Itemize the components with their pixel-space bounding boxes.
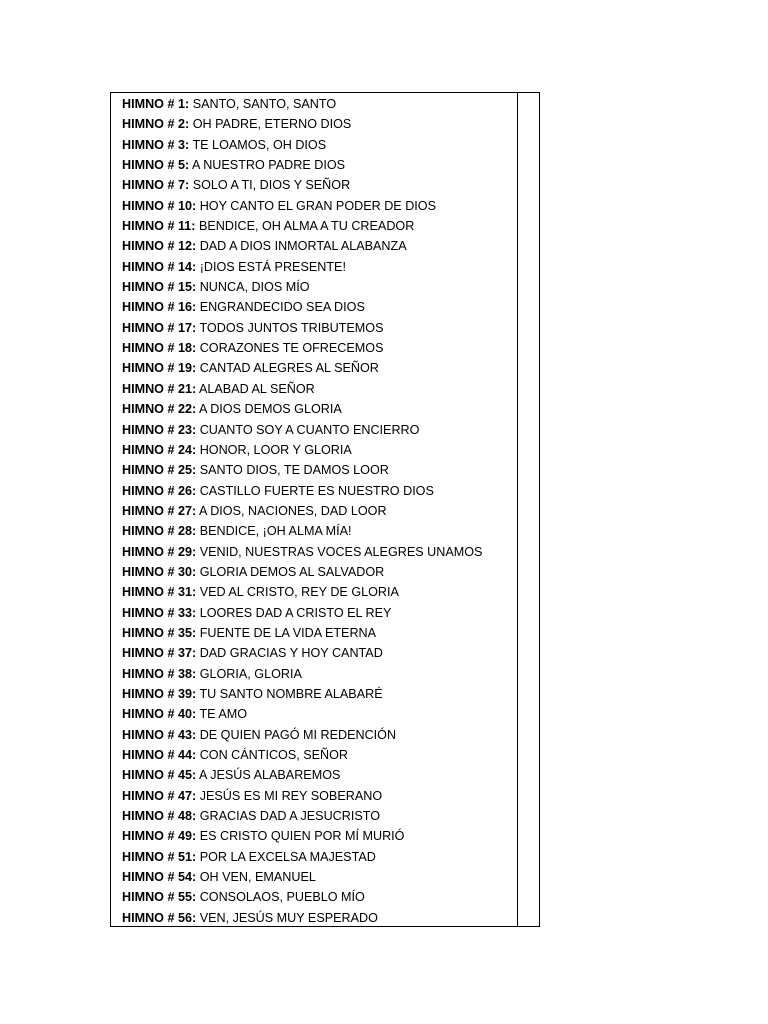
hymn-number: HIMNO # 45: xyxy=(122,768,197,783)
hymn-row xyxy=(122,725,514,745)
hymn-title: SANTO DIOS, TE DAMOS LOOR xyxy=(199,463,389,478)
hymn-row xyxy=(122,867,514,887)
hymn-title: NUNCA, DIOS MÍO xyxy=(199,280,310,295)
hymn-row xyxy=(122,643,514,663)
hymn-number: HIMNO # 10: xyxy=(122,198,197,213)
hymn-title: VEN, JESÚS MUY ESPERADO xyxy=(199,910,378,925)
hymn-row xyxy=(122,501,514,521)
hymn-title: TODOS JUNTOS TRIBUTEMOS xyxy=(199,320,384,335)
hymn-number: HIMNO # 23: xyxy=(122,422,197,437)
hymn-title: FUENTE DE LA VIDA ETERNA xyxy=(199,625,377,640)
hymn-row xyxy=(122,887,514,907)
hymn-title: HONOR, LOOR Y GLORIA xyxy=(199,442,352,457)
hymn-title: LOORES DAD A CRISTO EL REY xyxy=(199,605,392,620)
hymn-number: HIMNO # 17: xyxy=(122,320,197,335)
hymn-title: CONSOLAOS, PUEBLO MÍO xyxy=(199,890,365,905)
hymn-title: A DIOS DEMOS GLORIA xyxy=(199,402,342,417)
hymn-title: GLORIA, GLORIA xyxy=(199,666,302,681)
hymn-title: OH PADRE, ETERNO DIOS xyxy=(192,117,352,132)
hymn-number: HIMNO # 55: xyxy=(122,890,197,905)
hymn-number: HIMNO # 15: xyxy=(122,280,197,295)
hymn-number: HIMNO # 27: xyxy=(122,503,197,518)
hymn-row xyxy=(122,399,514,419)
hymn-title: POR LA EXCELSA MAJESTAD xyxy=(199,849,376,864)
hymn-title: SOLO A TI, DIOS Y SEÑOR xyxy=(192,178,351,193)
hymn-title: ALABAD AL SEÑOR xyxy=(199,381,315,396)
hymn-row xyxy=(122,114,514,134)
hymn-number: HIMNO # 2: xyxy=(122,117,190,132)
hymn-title: DAD A DIOS INMORTAL ALABANZA xyxy=(199,239,407,254)
hymn-number: HIMNO # 44: xyxy=(122,748,197,762)
hymn-number: HIMNO # 37: xyxy=(122,646,197,661)
hymn-row xyxy=(122,318,514,338)
hymn-number: HIMNO # 28: xyxy=(122,524,197,539)
hymn-number: HIMNO # 11: xyxy=(122,219,196,234)
hymn-number: HIMNO # 22: xyxy=(122,402,197,417)
hymn-number: HIMNO # 3: xyxy=(122,137,190,152)
hymn-row xyxy=(122,155,514,175)
hymn-row xyxy=(122,664,514,684)
hymn-title: CUANTO SOY A CUANTO ENCIERRO xyxy=(199,422,420,437)
hymn-title: DE QUIEN PAGÓ MI REDENCIÓN xyxy=(199,727,397,742)
hymn-row xyxy=(122,521,514,541)
hymn-title: TE AMO xyxy=(199,707,248,722)
hymn-title: A NUESTRO PADRE DIOS xyxy=(192,158,346,173)
hymn-row xyxy=(122,338,514,358)
hymn-row xyxy=(122,460,514,480)
hymn-number: HIMNO # 19: xyxy=(122,361,197,376)
hymn-number: HIMNO # 31: xyxy=(122,585,197,600)
hymn-title: HOY CANTO EL GRAN PODER DE DIOS xyxy=(199,198,436,213)
hymn-title: OH VEN, EMANUEL xyxy=(199,870,316,885)
hymn-number: HIMNO # 33: xyxy=(122,605,197,620)
hymn-list xyxy=(122,94,514,928)
hymn-number: HIMNO # 5: xyxy=(122,158,190,173)
hymn-row xyxy=(122,623,514,643)
hymn-number: HIMNO # 26: xyxy=(122,483,197,498)
hymn-title: JESÚS ES MI REY SOBERANO xyxy=(199,788,383,803)
hymn-title: A JESÚS ALABAREMOS xyxy=(199,768,341,783)
hymn-number: HIMNO # 7: xyxy=(122,178,190,193)
hymn-number: HIMNO # 43: xyxy=(122,727,197,742)
hymn-title: CANTAD ALEGRES AL SEÑOR xyxy=(199,361,379,376)
hymn-row xyxy=(122,826,514,846)
hymn-row xyxy=(122,297,514,317)
hymn-title: ¡DIOS ESTÁ PRESENTE! xyxy=(199,259,346,274)
hymn-number: HIMNO # 48: xyxy=(122,809,197,824)
hymn-title: CORAZONES TE OFRECEMOS xyxy=(199,341,384,356)
hymn-row xyxy=(122,745,514,765)
hymn-title: SANTO, SANTO, SANTO xyxy=(192,97,337,111)
hymn-number: HIMNO # 21: xyxy=(122,381,197,396)
hymn-row xyxy=(122,420,514,440)
hymn-row xyxy=(122,379,514,399)
hymn-row xyxy=(122,216,514,236)
hymn-number: HIMNO # 40: xyxy=(122,707,197,722)
hymn-number: HIMNO # 12: xyxy=(122,239,197,254)
hymn-title: VENID, NUESTRAS VOCES ALEGRES UNAMOS xyxy=(199,544,483,559)
hymn-number: HIMNO # 16: xyxy=(122,300,197,315)
hymn-row xyxy=(122,257,514,277)
hymn-number: HIMNO # 38: xyxy=(122,666,197,681)
hymn-number: HIMNO # 49: xyxy=(122,829,197,844)
hymn-row xyxy=(122,765,514,785)
hymn-number: HIMNO # 1: xyxy=(122,97,190,111)
hymn-title: VED AL CRISTO, REY DE GLORIA xyxy=(199,585,399,600)
hymn-row xyxy=(122,806,514,826)
hymn-number: HIMNO # 30: xyxy=(122,564,197,579)
hymn-row xyxy=(122,704,514,724)
hymn-number: HIMNO # 18: xyxy=(122,341,197,356)
column-divider xyxy=(517,93,518,926)
hymn-row xyxy=(122,603,514,623)
hymn-number: HIMNO # 29: xyxy=(122,544,197,559)
hymn-title: A DIOS, NACIONES, DAD LOOR xyxy=(199,503,387,518)
hymn-number: HIMNO # 56: xyxy=(122,910,197,925)
hymn-row xyxy=(122,786,514,806)
hymn-row xyxy=(122,236,514,256)
hymn-row xyxy=(122,542,514,562)
hymn-title: BENDICE, OH ALMA A TU CREADOR xyxy=(198,219,415,234)
hymn-row xyxy=(122,94,514,114)
hymn-table xyxy=(110,92,540,927)
hymn-row xyxy=(122,175,514,195)
hymn-title: GLORIA DEMOS AL SALVADOR xyxy=(199,564,385,579)
hymn-title: BENDICE, ¡OH ALMA MÍA! xyxy=(199,524,352,539)
hymn-row xyxy=(122,440,514,460)
hymn-number: HIMNO # 35: xyxy=(122,625,197,640)
hymn-number: HIMNO # 54: xyxy=(122,870,197,885)
hymn-number: HIMNO # 39: xyxy=(122,686,197,701)
hymn-title: DAD GRACIAS Y HOY CANTAD xyxy=(199,646,383,661)
hymn-title: ENGRANDECIDO SEA DIOS xyxy=(199,300,365,315)
hymn-number: HIMNO # 14: xyxy=(122,259,197,274)
hymn-number: HIMNO # 25: xyxy=(122,463,197,478)
hymn-number: HIMNO # 47: xyxy=(122,788,197,803)
hymn-title: ES CRISTO QUIEN POR MÍ MURIÓ xyxy=(199,829,405,844)
hymn-row xyxy=(122,847,514,867)
hymn-row xyxy=(122,562,514,582)
hymn-title: TE LOAMOS, OH DIOS xyxy=(192,137,327,152)
hymn-title: GRACIAS DAD A JESUCRISTO xyxy=(199,809,381,824)
hymn-row xyxy=(122,908,514,928)
hymn-title: TU SANTO NOMBRE ALABARÉ xyxy=(199,686,383,701)
hymn-number: HIMNO # 51: xyxy=(122,849,197,864)
hymn-row xyxy=(122,684,514,704)
hymn-title: CASTILLO FUERTE ES NUESTRO DIOS xyxy=(199,483,434,498)
hymn-row xyxy=(122,358,514,378)
hymn-number: HIMNO # 24: xyxy=(122,442,197,457)
hymn-title: CON CÁNTICOS, SEÑOR xyxy=(199,748,349,762)
hymn-row xyxy=(122,481,514,501)
hymn-row xyxy=(122,277,514,297)
hymn-row xyxy=(122,135,514,155)
hymn-row xyxy=(122,196,514,216)
hymn-row xyxy=(122,582,514,602)
